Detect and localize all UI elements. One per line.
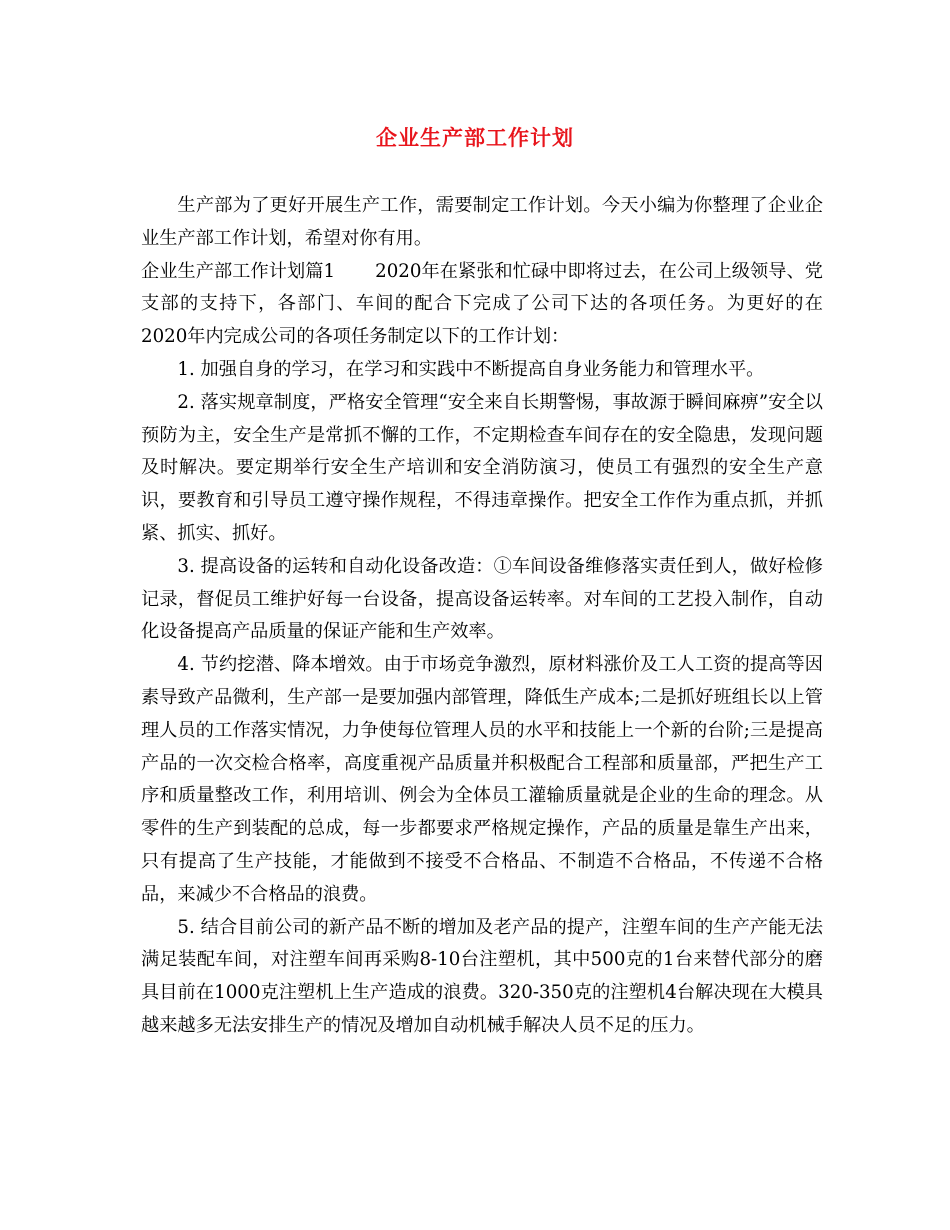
document-title: 企业生产部工作计划 bbox=[376, 125, 574, 150]
section-lead: 2020年在紧张和忙碌中即将过去，在公司上级领导、党支部的支持下，各部门、车间的配合下完成了公司下达的各项任务。为更好的在2020年内完成公司的各项任务制定以下的工作计划： bbox=[141, 260, 823, 348]
list-item: 3. 提高设备的运转和自动化设备改造：①车间设备维修落实责任到人，做好检修记录，督促员工维护好每一台设备，提高设备运转率。对车间的工艺投入制作，自动化设备提高产品质量的保证产能和生产效率。 bbox=[141, 555, 823, 643]
list-item: 1. 加强自身的学习，在学习和实践中不断提高自身业务能力和管理水平。 bbox=[177, 358, 765, 380]
list-item: 2. 落实规章制度，严格安全管理“安全来自长期警惕，事故源于瞬间麻痹”安全以预防为主，安全生产是常抓不懈的工作，不定期检查车间存在的安全隐患，发现问题及时解决。要定期举行安全生产培训和安全消防演习，使员工有强烈的安全生产意识，要教育和引导员工遵守操作规程，不得违章操作。把安全工作作为重点抓，并抓紧、抓实、抓好。 bbox=[141, 391, 823, 544]
list-item: 4. 节约挖潜、降本增效。由于市场竞争激烈，原材料涨价及工人工资的提高等因素导致产品微利，生产部一是要加强内部管理，降低生产成本;二是抓好班组长以上管理人员的工作落实情况，力争使每位管理人员的水平和技能上一个新的台阶;三是提高产品的一次交检合格率，高度重视产品质量并积极配合工程部和质量部，严把生产工序和质量整改工作，利用培训、例会为全体员工灌输质量就是企业的生命的理念。从零件的生产到装配的总成，每一步都要求严格规定操作，产品的质量是靠生产出来，只有提高了生产技能，才能做到不接受不合格品、不制造不合格品，不传递不合格品，来减少不合格品的浪费。 bbox=[141, 654, 823, 905]
section-paragraph bbox=[141, 256, 823, 354]
intro-paragraph: 生产部为了更好开展生产工作，需要制定工作计划。今天小编为你整理了企业企业生产部工作计划，希望对你有用。 bbox=[141, 195, 823, 249]
document-body bbox=[141, 190, 823, 1043]
list-item: 5. 结合目前公司的新产品不断的增加及老产品的提产，注塑车间的生产产能无法满足装配车间，对注塑车间再采购8-10台注塑机，其中500克的1台来替代部分的磨具目前在1000克注塑机上生产造成的浪费。320-350克的注塑机4台解决现在大模具越来越多无法安排生产的情况及增加自动机械手解决人员不足的压力。 bbox=[141, 916, 823, 1036]
section-heading: 企业生产部工作计划篇1 bbox=[141, 260, 336, 282]
